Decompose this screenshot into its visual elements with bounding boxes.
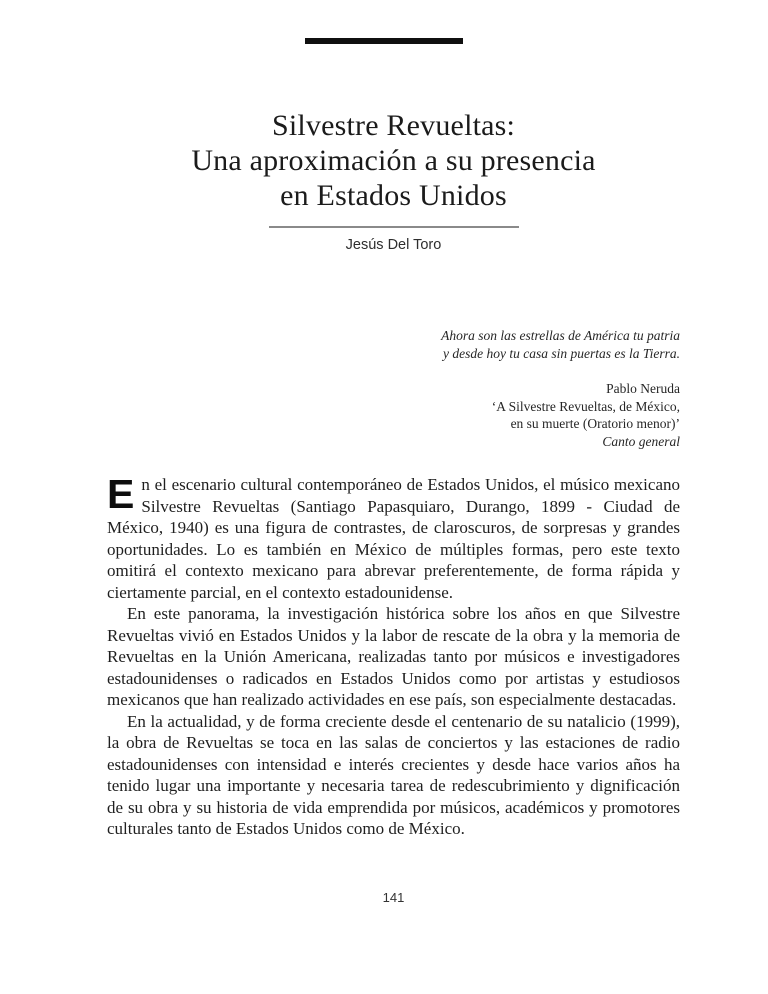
author-name: Jesús Del Toro xyxy=(345,237,442,253)
epigraph-verse xyxy=(107,327,680,362)
paragraph-3: En la actualidad, y de forma creciente desde el centenario de su natalicio (1999), la obra de Revueltas se toca en las salas de conciertos y las estaciones de radio estadounidenses con intensidad e interés crecientes y desde hace varios años ha tenido lugar una importante y necesaria tarea de redescubrimiento y dignificación de su obra y su historia de vida emprendida por músicos, académicos y promotores culturales tanto de Estados Unidos como de México. xyxy=(107,711,680,838)
title-underline-rule xyxy=(269,226,519,228)
article-title-line: Silvestre Revueltas: xyxy=(271,109,516,142)
epigraph-verse-line: y desde hoy tu casa sin puertas es la Tierra. xyxy=(443,345,680,361)
paragraph-2: En este panorama, la investigación histórica sobre los años en que Silvestre Revueltas vivió en Estados Unidos y la labor de rescate de la obra y la memoria de Revueltas en la Unión Americana, realizadas tanto por músicos e investigadores estadounidenses o radicados en Estados Unidos como por artistas y estudiosos mexicanos que han realizado actividades en ese país, son especialmente destacadas. xyxy=(107,604,680,709)
epigraph-verse-line: Ahora son las estrellas de América tu patria xyxy=(441,328,680,343)
epigraph-source-title: Canto general xyxy=(602,433,680,449)
epigraph-attribution-line: en su muerte (Oratorio menor)’ xyxy=(510,416,680,431)
article-title-line: en Estados Unidos xyxy=(280,179,507,212)
page-number: 141 xyxy=(382,890,405,905)
epigraph xyxy=(107,327,680,450)
epigraph-attribution-line: ‘A Silvestre Revueltas, de México, xyxy=(491,398,680,414)
article-body xyxy=(107,471,680,840)
epigraph-attribution-line: Pablo Neruda xyxy=(606,381,680,396)
drop-cap: E xyxy=(107,471,135,517)
section-rule xyxy=(305,38,463,44)
epigraph-attribution xyxy=(107,380,680,450)
paragraph-1 xyxy=(107,471,680,603)
article-title-line: Una aproximación a su presencia xyxy=(191,144,596,177)
paragraph-1-text: n el escenario cultural contemporáneo de Estados Unidos, el músico mexicano Silvestre Revueltas (Santiago Papasquiaro, Durango, 1899 - Ciudad de México, 1940) es una figura de contrastes, de claroscuros, de sorpresas y grandes oportunidades. Lo es también en México de múltiples formas, pero este texto omitirá el contexto mexicano para abrevar preferentemente, de forma rápida y ciertamente parcial, en el contexto estadounidense. xyxy=(107,475,680,602)
content-column xyxy=(107,108,680,840)
article-title xyxy=(107,108,680,213)
